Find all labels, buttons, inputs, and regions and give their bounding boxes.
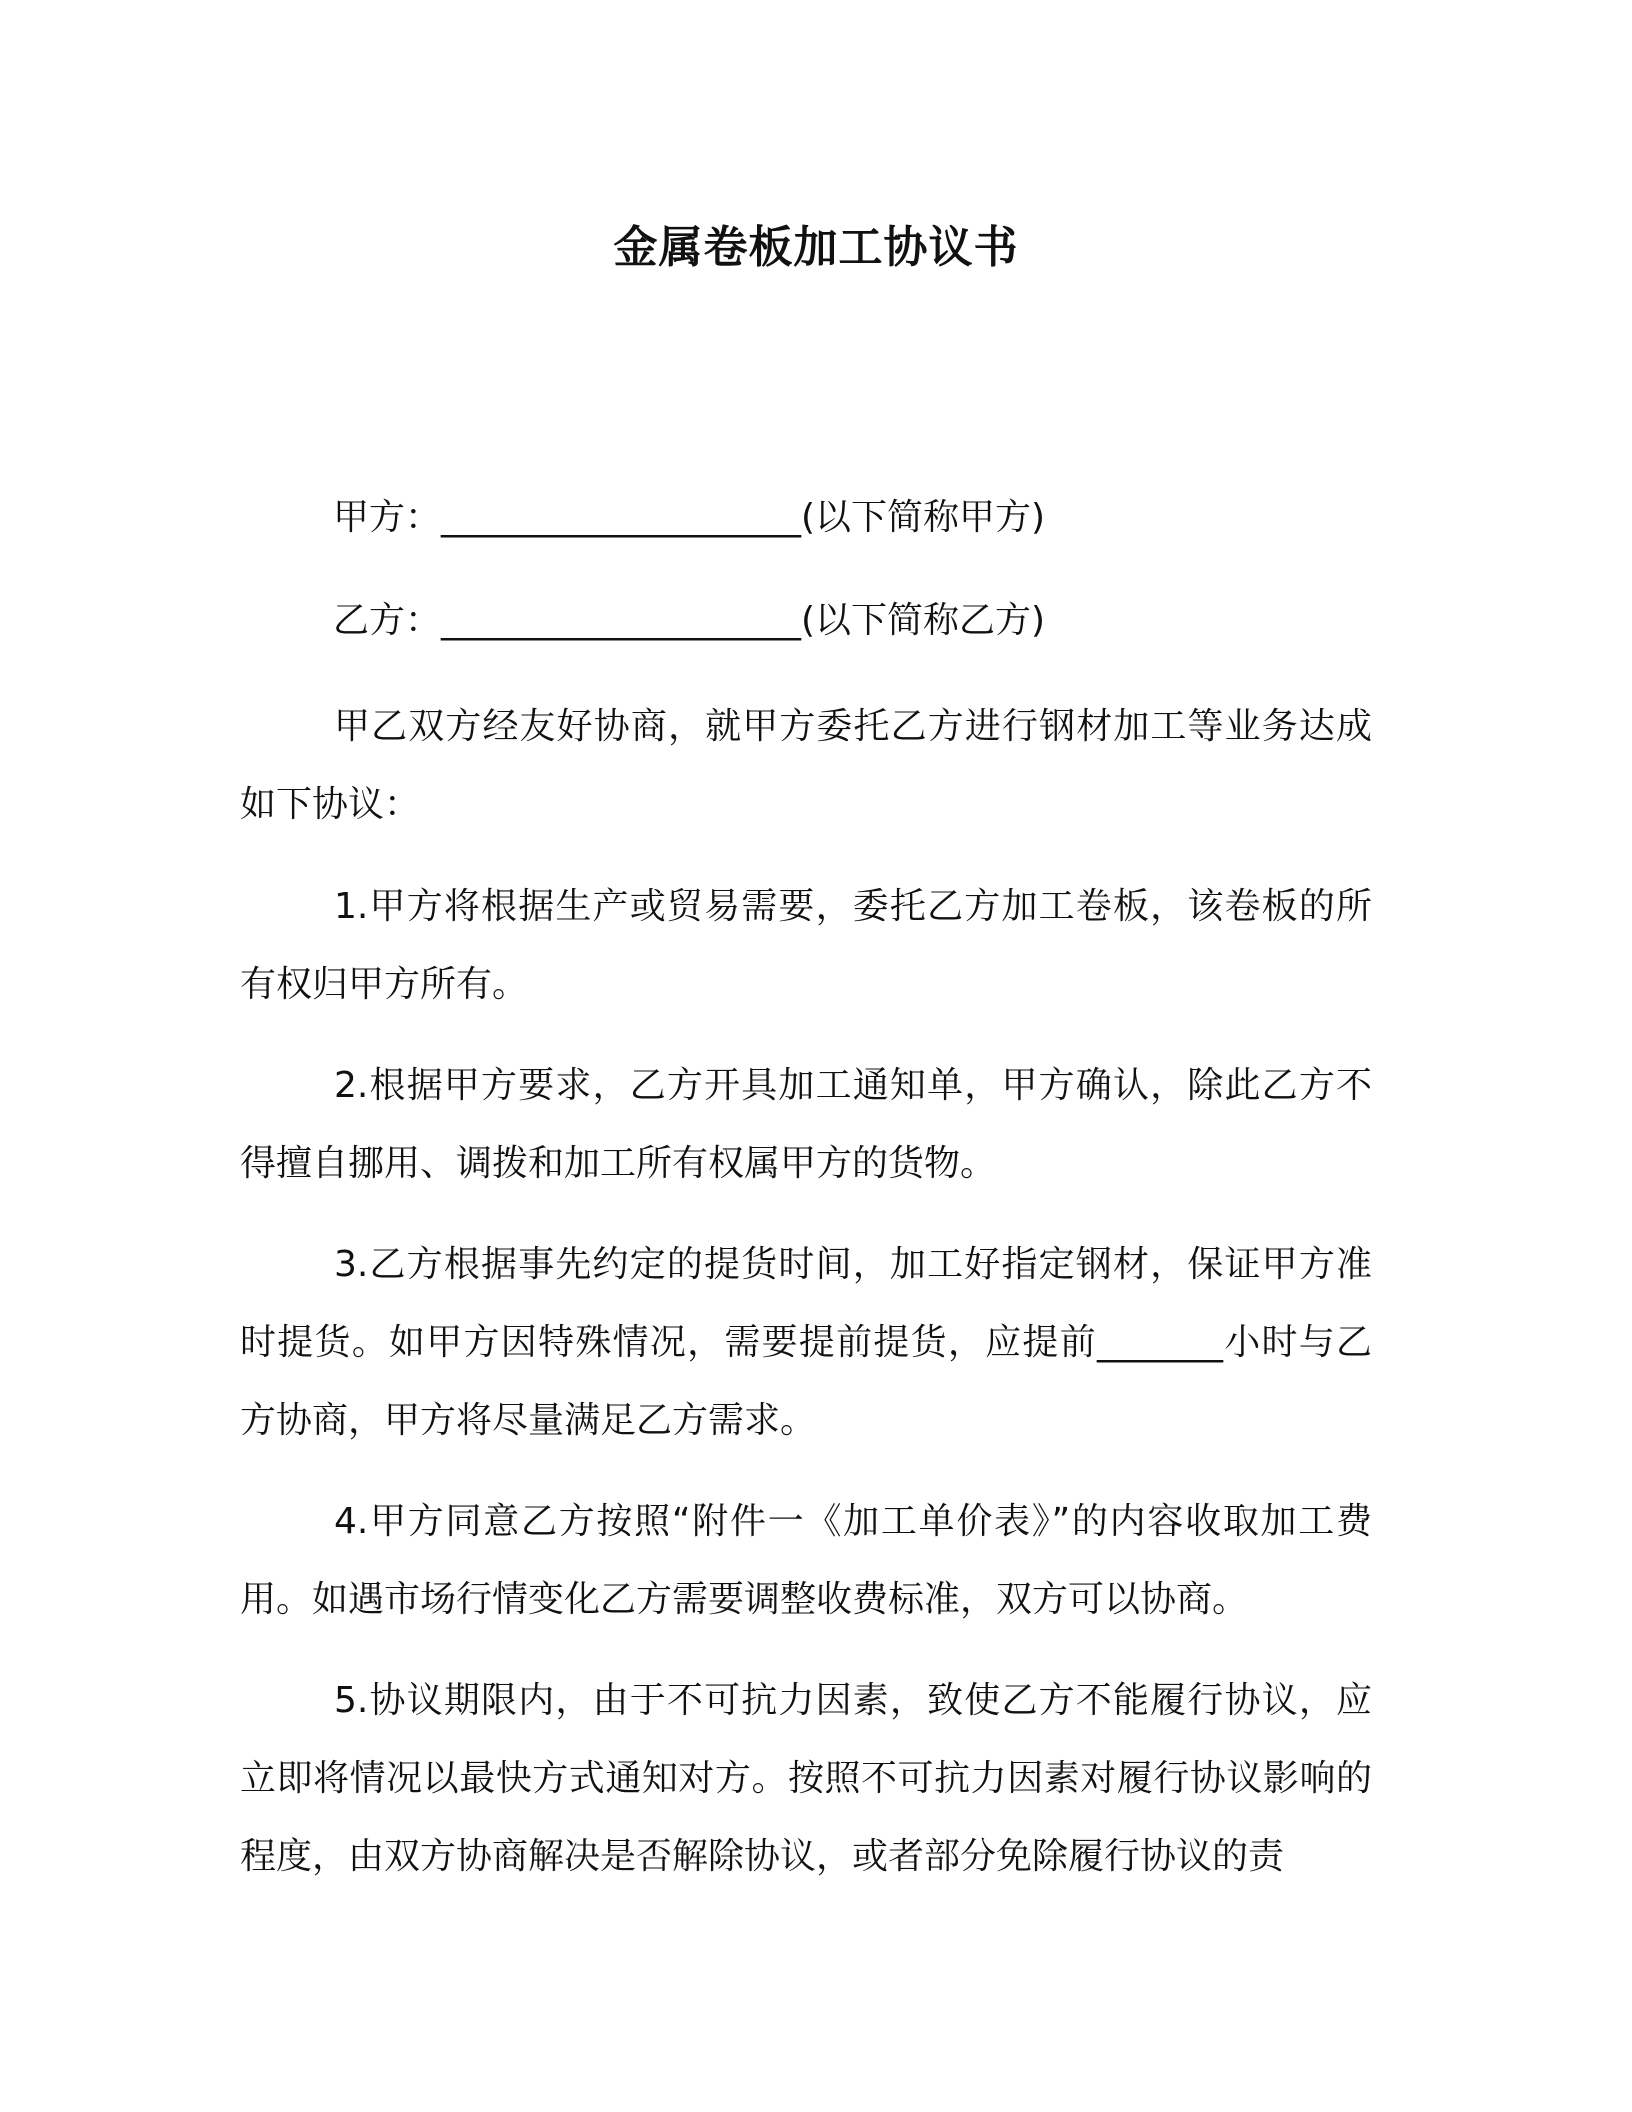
- document-title: 金属卷板加工协议书: [613, 222, 1019, 273]
- clause-3: 3.乙方根据事先约定的提货时间，加工好指定钢材，保证甲方准时提货。如甲方因特殊情况，需要提前提货，应提前_______小时与乙方协商，甲方将尽量满足乙方需求。: [240, 1244, 1372, 1441]
- intro-paragraph: 甲乙双方经友好协商，就甲方委托乙方进行钢材加工等业务达成如下协议：: [240, 706, 1372, 825]
- clause-4: 4.甲方同意乙方按照“附件一《加工单价表》”的内容收取加工费用。如遇市场行情变化乙方需要调整收费标准，双方可以协商。: [240, 1501, 1372, 1620]
- clause-5: 5.协议期限内，由于不可抗力因素，致使乙方不能履行协议，应立即将情况以最快方式通知对方。按照不可抗力因素对履行协议影响的程度，由双方协商解决是否解除协议，或者部分免除履行协议的责: [240, 1680, 1372, 1877]
- party-b-line: 乙方：____________________(以下简称乙方): [333, 600, 1046, 641]
- party-a-line: 甲方：____________________(以下简称甲方): [333, 497, 1046, 538]
- clause-1: 1.甲方将根据生产或贸易需要，委托乙方加工卷板，该卷板的所有权归甲方所有。: [240, 886, 1372, 1005]
- clause-2: 2.根据甲方要求，乙方开具加工通知单，甲方确认，除此乙方不得擅自挪用、调拨和加工所有权属甲方的货物。: [240, 1065, 1372, 1184]
